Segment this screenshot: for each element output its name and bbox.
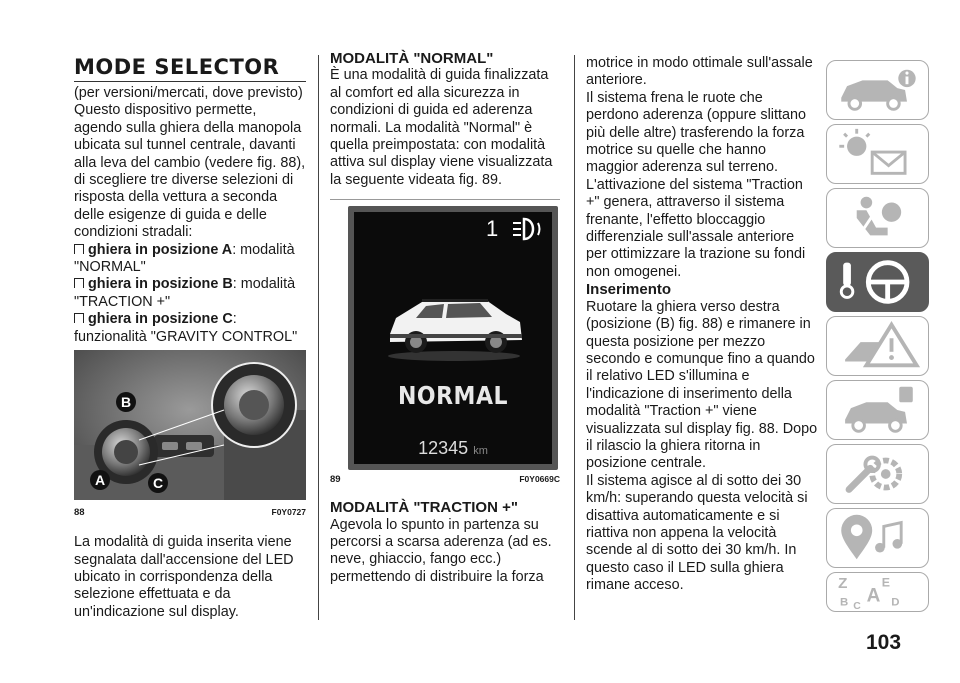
separator bbox=[330, 199, 560, 200]
tab-lights-messages[interactable] bbox=[826, 124, 929, 184]
figure-caption bbox=[330, 474, 560, 485]
list-item: ghiera in posizione C: funzionalità "GRAVITY CONTROL" bbox=[74, 311, 298, 345]
paragraph: motrice in modo ottimale sull'assale anteriore. bbox=[586, 55, 813, 89]
figure-code: F0Y0727 bbox=[271, 507, 306, 518]
tab-car-info[interactable] bbox=[826, 60, 929, 120]
index-letter: A bbox=[866, 585, 881, 607]
column-2 bbox=[330, 50, 560, 586]
traction-paragraph: Agevola lo spunto in partenza su percorsi a scarsa aderenza (ad es. neve, ghiaccio, fango ecc.) permettendo di distribuire la forza bbox=[330, 516, 552, 585]
normal-paragraph: È una modalità di guida finalizzata al comfort ed alla sicurezza in condizioni di guida ed aderenza normali. La modalità "Normal" è quella preimpostata: con modalità attiva sul display viene visualizzata la seguente videata fig. 89. bbox=[330, 67, 553, 188]
paragraph: Il sistema agisce al di sotto dei 30 km/h: superando questa velocità si disattiva automaticamente e si riattiva non appena la velocità scende al di sotto dei 30 km/h. In questo caso il LED sulla ghiera rimane acceso. bbox=[586, 472, 808, 594]
index-letter: B bbox=[839, 596, 849, 609]
tab-safety[interactable] bbox=[826, 188, 929, 248]
heading-traction: MODALITÀ "TRACTION +" bbox=[330, 499, 518, 517]
odometer-unit: km bbox=[473, 445, 488, 458]
label-a: A bbox=[94, 472, 106, 489]
fog-light-icon bbox=[510, 214, 546, 244]
index-letter: C bbox=[853, 601, 861, 611]
bullet-icon bbox=[74, 278, 84, 288]
tab-multimedia[interactable] bbox=[826, 508, 929, 568]
odometer-value: 12345 bbox=[418, 438, 469, 459]
bullet-icon bbox=[74, 244, 84, 254]
intro-paragraph: (per versioni/mercati, dove previsto) Questo dispositivo permette, agendo sulla ghiera della manopola ubicata sul tunnel centrale, davanti alla leva del cambio (vedere fig. 88), di scegliere tre diverse selezioni di risposta della vettura a seconda delle esigenze di guida e delle condizioni stradali: bbox=[74, 85, 306, 241]
column-divider bbox=[574, 55, 575, 620]
page-number: 103 bbox=[866, 631, 902, 654]
odometer bbox=[354, 438, 552, 459]
tab-maintenance[interactable] bbox=[826, 380, 929, 440]
warning-triangle-icon bbox=[827, 317, 928, 375]
heading-inserimento: Inserimento bbox=[586, 281, 672, 299]
label-c: C bbox=[152, 475, 164, 492]
section-title: MODE SELECTOR bbox=[74, 55, 280, 79]
gear-indicator: 1 bbox=[486, 216, 499, 242]
tab-index[interactable] bbox=[826, 572, 929, 612]
car-info-icon bbox=[827, 61, 928, 119]
figure-89 bbox=[330, 206, 560, 485]
instrument-display bbox=[348, 206, 558, 470]
tab-technical-data[interactable] bbox=[826, 444, 929, 504]
paragraph: Ruotare la ghiera verso destra (posizione (B) fig. 88) e rimanere in questa posizione per mezzo secondo e comunque fino a quando il relativo LED s'illumina e l'indicazione di inserimento della modalità "Traction +" viene visualizzata sul display fig. 88. Dopo il rilascio la ghiera ritorna in posizione centrale. bbox=[586, 298, 818, 472]
figure-number: 88 bbox=[74, 507, 85, 519]
figure-88 bbox=[74, 350, 306, 518]
list-item: ghiera in posizione B: modalità "TRACTION +" bbox=[74, 276, 296, 310]
figure-caption bbox=[74, 507, 306, 518]
index-letter: Z bbox=[838, 575, 848, 593]
mode-selector-photo bbox=[74, 350, 306, 500]
column-divider bbox=[318, 55, 319, 620]
figure-code: F0Y0669C bbox=[519, 474, 560, 485]
tab-starting-driving[interactable] bbox=[826, 252, 929, 312]
paragraph: L'attivazione del sistema "Traction +" genera, attraverso il sistema frenante, l'effetto bloccaggio differenziale sull'assale anteriore per ottimizzare la trazione su fondi non omogenei. bbox=[586, 176, 806, 280]
lights-message-icon bbox=[827, 125, 928, 183]
seat-airbag-icon bbox=[827, 189, 928, 247]
key-steering-wheel-icon bbox=[827, 253, 928, 311]
column-1 bbox=[74, 55, 306, 621]
tab-emergency[interactable] bbox=[826, 316, 929, 376]
index-letter: D bbox=[891, 596, 900, 609]
index-letters-icon bbox=[827, 573, 928, 611]
paragraph: Il sistema frena le ruote che perdono aderenza (oppure slittano più delle altre) trasferendo la forza motrice su quelle che hanno maggior aderenza sul terreno. bbox=[586, 89, 807, 176]
mode-text: NORMAL bbox=[398, 382, 508, 412]
car-icon bbox=[382, 290, 527, 362]
car-service-icon bbox=[827, 381, 928, 439]
media-navigation-icon bbox=[827, 509, 928, 567]
title-rule bbox=[74, 81, 306, 82]
column-3 bbox=[586, 55, 818, 595]
wrench-gear-icon bbox=[827, 445, 928, 503]
after-figure-paragraph: La modalità di guida inserita viene segnalata dall'accensione del LED ubicato in corrispondenza della selezione effettuata e da un'indicazione sul display. bbox=[74, 534, 294, 620]
bullet-icon bbox=[74, 313, 84, 323]
label-b: B bbox=[120, 394, 132, 411]
list-item: ghiera in posizione A: modalità "NORMAL" bbox=[74, 241, 295, 276]
heading-normal: MODALITÀ "NORMAL" bbox=[330, 50, 494, 67]
figure-number: 89 bbox=[330, 474, 341, 486]
index-letter: E bbox=[881, 575, 891, 590]
